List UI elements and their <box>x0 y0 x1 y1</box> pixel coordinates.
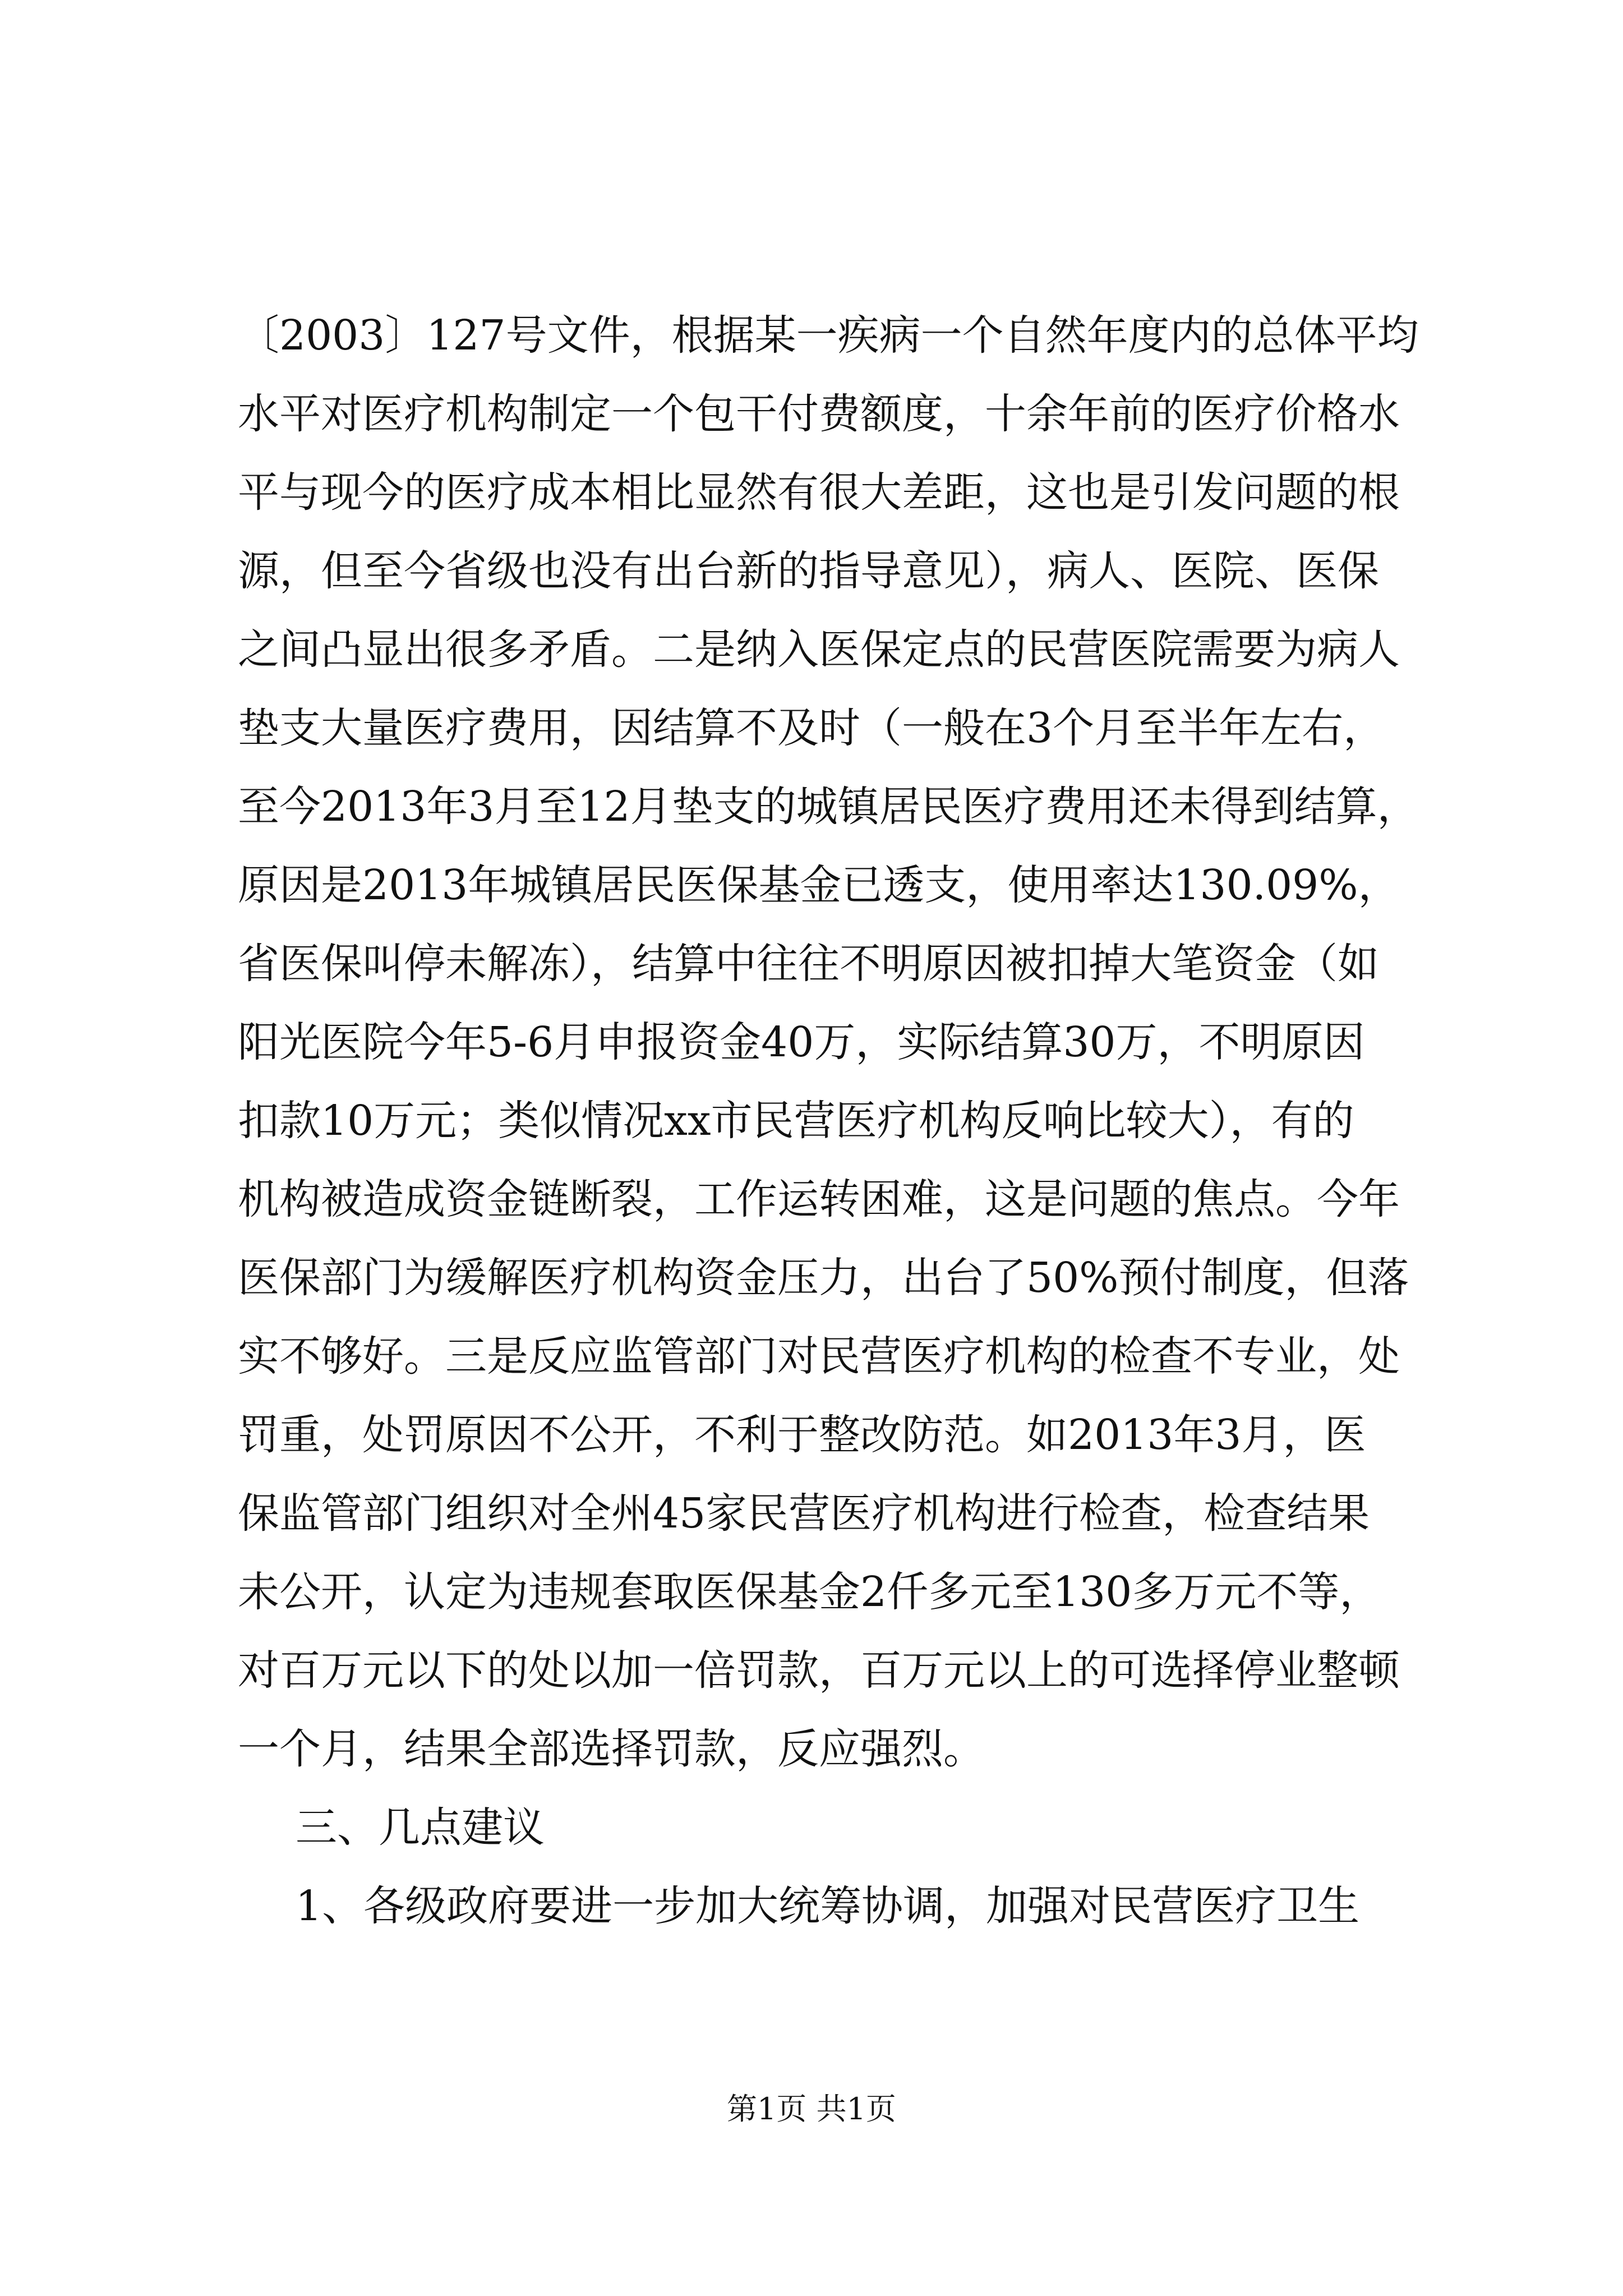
body-text-line: 对百万元以下的处以加一倍罚款，百万元以上的可选择停业整顿 <box>238 1646 1400 1695</box>
body-text-line: 保监管部门组织对全州45家民营医疗机构进行检查，检查结果 <box>238 1489 1370 1538</box>
body-text-line: 实不够好。三是反应监管部门对民营医疗机构的检查不专业，处 <box>238 1332 1400 1381</box>
body-text-line: 之间凸显出很多矛盾。二是纳入医保定点的民营医院需要为病人 <box>238 625 1400 674</box>
body-text-line: 扣款10万元；类似情况xx市民营医疗机构反响比较大），有的 <box>238 1097 1354 1145</box>
body-text-line: 省医保叫停未解冻），结算中往往不明原因被扣掉大笔资金（如 <box>238 940 1379 988</box>
body-text-line: 垫支大量医疗费用，因结算不及时（一般在3个月至半年左右， <box>238 704 1385 752</box>
body-text-line: 源，但至今省级也没有出台新的指导意见），病人、医院、医保 <box>238 547 1379 595</box>
body-text-line: 阳光医院今年5-6月申报资金40万，实际结算30万，不明原因 <box>238 1018 1365 1066</box>
body-text-line: 1、各级政府要进一步加大统筹协调，加强对民营医疗卫生 <box>296 1882 1360 1930</box>
body-text-line: 一个月，结果全部选择罚款，反应强烈。 <box>238 1725 985 1773</box>
body-text-line: 医保部门为缓解医疗机构资金压力，出台了50%预付制度，但落 <box>238 1254 1409 1302</box>
section-heading: 三、几点建议 <box>296 1803 545 1852</box>
body-text-line: 至今2013年3月至12月垫支的城镇居民医疗费用还未得到结算， <box>238 783 1419 831</box>
body-text-line: 水平对医疗机构制定一个包干付费额度，十余年前的医疗价格水 <box>238 390 1400 438</box>
body-text-line: 原因是2013年城镇居民医保基金已透支，使用率达130.09%， <box>238 861 1400 909</box>
body-text-line: 平与现今的医疗成本相比显然有很大差距，这也是引发问题的根 <box>238 468 1400 517</box>
body-text-line: 机构被造成资金链断裂，工作运转困难，这是问题的焦点。今年 <box>238 1175 1400 1223</box>
body-text-line: 〔2003〕127号文件，根据某一疾病一个自然年度内的总体平均 <box>238 311 1419 360</box>
body-text-line: 罚重，处罚原因不公开，不利于整改防范。如2013年3月，医 <box>238 1411 1366 1459</box>
page-footer: 第1页 共1页 <box>727 2091 896 2127</box>
body-text-line: 未公开，认定为违规套取医保基金2仟多元至130多万元不等， <box>238 1568 1381 1616</box>
